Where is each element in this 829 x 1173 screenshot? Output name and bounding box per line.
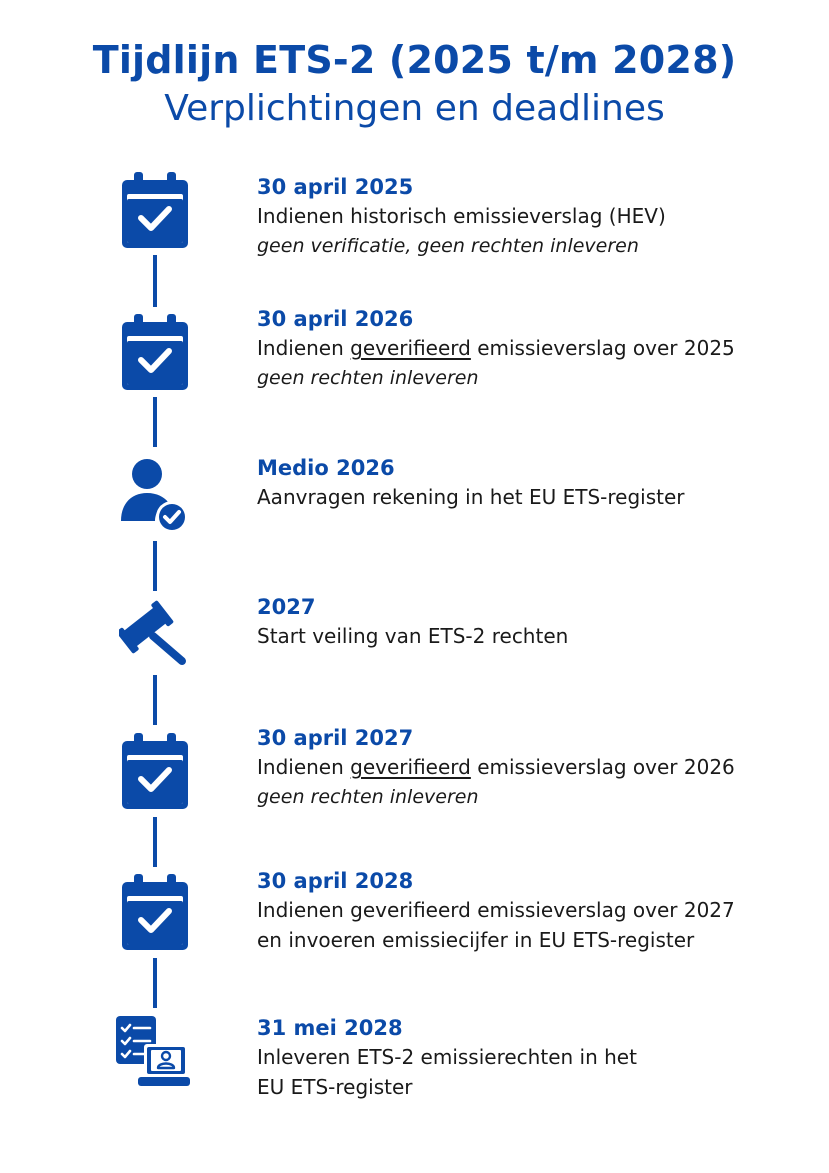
timeline-date: Medio 2026 [257, 456, 395, 480]
page-subtitle: Verplichtingen en deadlines [164, 88, 665, 129]
calendar-check-icon [122, 874, 188, 950]
timeline-connector [153, 675, 157, 725]
timeline-description: Indienen geverifieerd emissieverslag over 2026 [257, 755, 735, 779]
timeline-item [257, 306, 797, 393]
timeline-date: 30 april 2028 [257, 869, 414, 893]
timeline-connector [153, 817, 157, 867]
timeline-item [257, 174, 797, 261]
timeline-date: 2027 [257, 595, 316, 619]
timeline-item [257, 868, 797, 955]
gavel-icon [119, 600, 189, 668]
timeline-description-continued: EU ETS-register [257, 1075, 413, 1099]
timeline-note: geen rechten inleveren [257, 367, 479, 389]
timeline-description: Start veiling van ETS-2 rechten [257, 624, 569, 648]
timeline-item [257, 725, 797, 812]
timeline-item [257, 594, 797, 651]
timeline-item [257, 455, 797, 512]
calendar-check-icon [122, 314, 188, 390]
underlined-word: geverifieerd [350, 336, 471, 360]
timeline-description: Indienen geverifieerd emissieverslag over 2027 [257, 898, 735, 922]
timeline-connector [153, 541, 157, 591]
timeline-connector [153, 255, 157, 307]
timeline-date: 30 april 2027 [257, 726, 414, 750]
calendar-check-icon [122, 733, 188, 809]
timeline-description-continued: en invoeren emissiecijfer in EU ETS-register [257, 928, 695, 952]
timeline-date: 30 april 2025 [257, 175, 414, 199]
timeline-item [257, 1015, 797, 1102]
calendar-check-icon [122, 172, 188, 248]
timeline-description: Indienen historisch emissieverslag (HEV) [257, 204, 666, 228]
timeline-note: geen rechten inleveren [257, 786, 479, 808]
timeline-description: Inleveren ETS-2 emissierechten in het [257, 1045, 637, 1069]
checklist-laptop-user-icon [114, 1014, 192, 1090]
timeline-date: 30 april 2026 [257, 307, 414, 331]
timeline-description: Indienen geverifieerd emissieverslag over 2025 [257, 336, 735, 360]
page-title: Tijdlijn ETS-2 (2025 t/m 2028) [92, 38, 737, 82]
timeline-date: 31 mei 2028 [257, 1016, 403, 1040]
timeline-connector [153, 397, 157, 447]
timeline-connector [153, 958, 157, 1008]
timeline-description: Aanvragen rekening in het EU ETS-register [257, 485, 685, 509]
underlined-word: geverifieerd [350, 755, 471, 779]
timeline-note: geen verificatie, geen rechten inleveren [257, 235, 639, 257]
user-check-icon [120, 455, 188, 535]
